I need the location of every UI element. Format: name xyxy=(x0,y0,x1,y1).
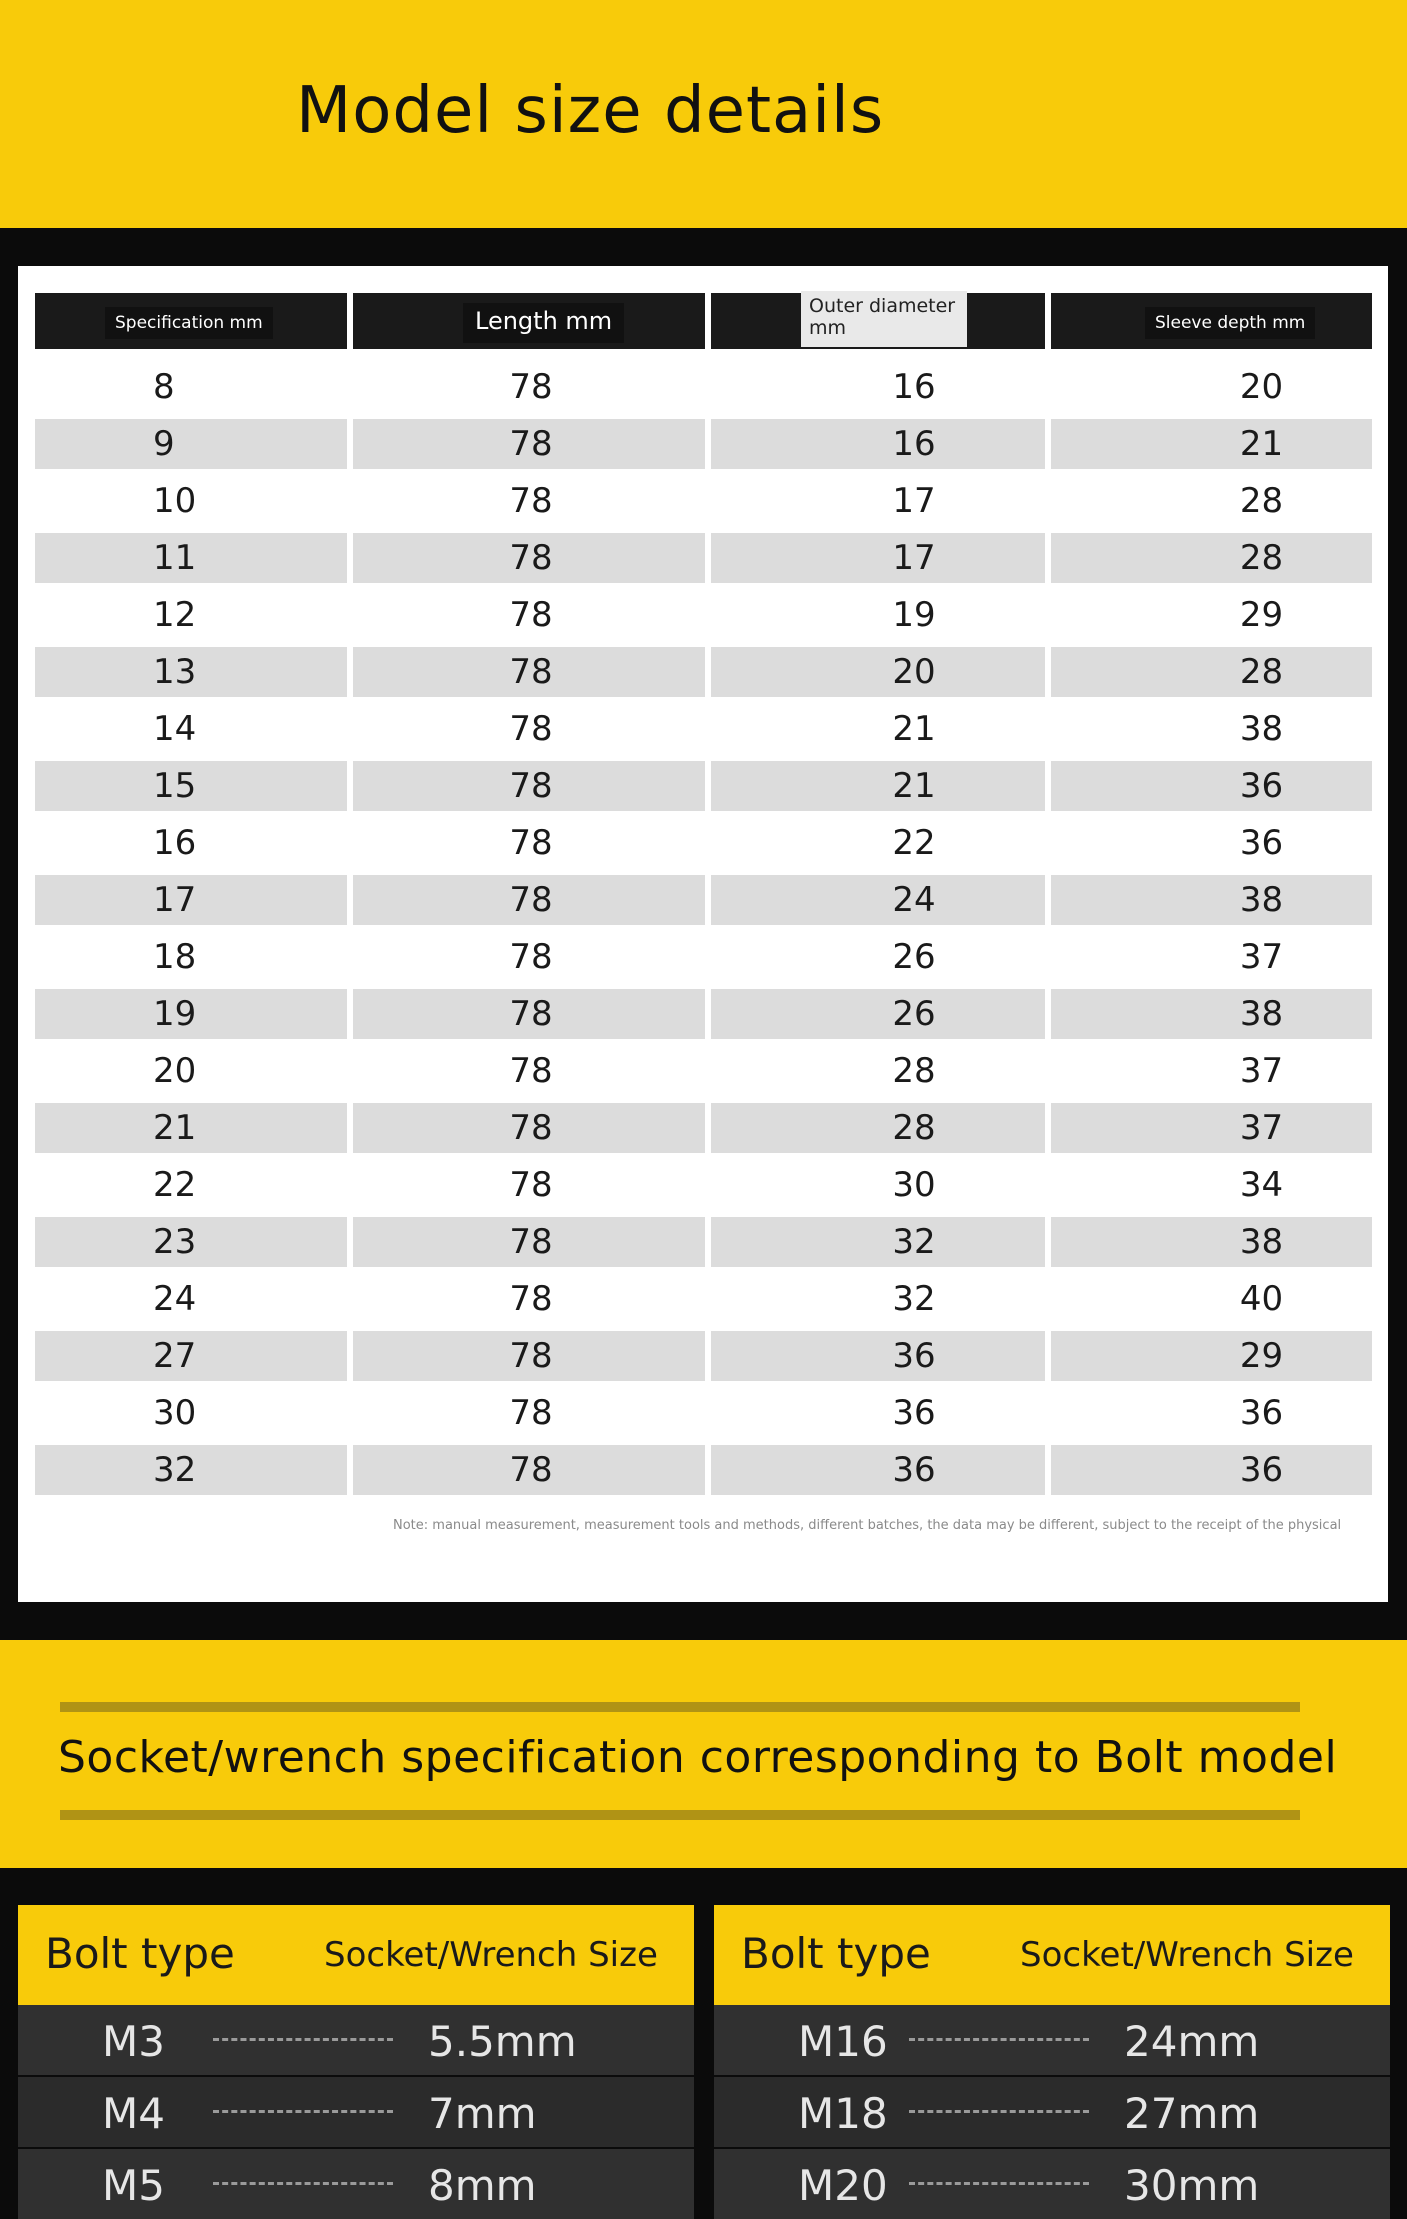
cell-value: 22 xyxy=(892,823,936,863)
table-row xyxy=(35,1441,1372,1498)
cell-value: 78 xyxy=(509,1051,553,1091)
cell-sleeve-depth xyxy=(1051,761,1372,811)
cell-value: 38 xyxy=(1239,880,1284,920)
cell-specification xyxy=(35,761,347,811)
cell-specification xyxy=(35,875,347,925)
cell-value: 30 xyxy=(153,1393,197,1433)
cell-value: 21 xyxy=(892,766,936,806)
cell-outer-diameter xyxy=(711,590,1045,640)
bolt-row xyxy=(714,2077,1390,2147)
header-cell-specification xyxy=(35,293,347,349)
cell-value: 21 xyxy=(1239,424,1284,464)
cell-length xyxy=(353,932,705,982)
cell-value: 78 xyxy=(509,1336,553,1376)
dashed-leader xyxy=(213,2110,393,2113)
cell-outer-diameter xyxy=(711,761,1045,811)
cell-specification xyxy=(35,362,347,412)
cell-value: 28 xyxy=(1239,481,1284,521)
header-label-length: Length mm xyxy=(463,303,624,343)
cell-value: 36 xyxy=(892,1393,936,1433)
cell-specification xyxy=(35,1103,347,1153)
header-cell-outer-diameter xyxy=(711,293,1045,349)
decorative-strip xyxy=(60,1810,1300,1820)
cell-value: 17 xyxy=(892,538,936,578)
cell-outer-diameter xyxy=(711,1046,1045,1096)
cell-length xyxy=(353,818,705,868)
cell-value: 78 xyxy=(509,652,553,692)
cell-value: 78 xyxy=(509,823,553,863)
cell-value: 16 xyxy=(892,424,936,464)
cell-value: 37 xyxy=(1239,1108,1284,1148)
page-title: Model size details xyxy=(296,74,885,148)
cell-value: 38 xyxy=(1239,994,1284,1034)
size-table-header xyxy=(35,293,1372,349)
cell-value: 32 xyxy=(892,1222,936,1262)
cell-outer-diameter xyxy=(711,1388,1045,1438)
cell-specification xyxy=(35,1217,347,1267)
cell-outer-diameter xyxy=(711,932,1045,982)
cell-value: 78 xyxy=(509,367,553,407)
table-row xyxy=(35,643,1372,700)
cell-value: 78 xyxy=(509,1222,553,1262)
cell-value: 8 xyxy=(153,367,175,407)
dashed-leader xyxy=(213,2038,393,2041)
bolt-table-left xyxy=(18,1905,694,2210)
cell-value: 78 xyxy=(509,481,553,521)
cell-specification xyxy=(35,932,347,982)
socket-size: 5.5mm xyxy=(428,2017,577,2066)
cell-sleeve-depth xyxy=(1051,1445,1372,1495)
cell-value: 32 xyxy=(153,1450,197,1490)
cell-outer-diameter xyxy=(711,875,1045,925)
cell-value: 30 xyxy=(892,1165,936,1205)
cell-value: 78 xyxy=(509,994,553,1034)
cell-outer-diameter xyxy=(711,647,1045,697)
table-row xyxy=(35,814,1372,871)
cell-value: 36 xyxy=(1239,766,1284,806)
cell-value: 13 xyxy=(153,652,197,692)
cell-outer-diameter xyxy=(711,533,1045,583)
bolt-type: M3 xyxy=(102,2017,165,2066)
socket-size: 27mm xyxy=(1124,2089,1260,2138)
bolt-row xyxy=(18,2149,694,2219)
cell-sleeve-depth xyxy=(1051,1388,1372,1438)
cell-sleeve-depth xyxy=(1051,1160,1372,1210)
header-cell-length xyxy=(353,293,705,349)
bolt-type: M20 xyxy=(798,2161,888,2210)
cell-value: 24 xyxy=(892,880,936,920)
cell-specification xyxy=(35,1046,347,1096)
cell-specification xyxy=(35,647,347,697)
section-title: Socket/wrench specification corresponding to Bolt model xyxy=(58,1732,1338,1783)
cell-value: 36 xyxy=(1239,1393,1284,1433)
table-row xyxy=(35,700,1372,757)
cell-sleeve-depth xyxy=(1051,419,1372,469)
cell-value: 24 xyxy=(153,1279,197,1319)
cell-value: 20 xyxy=(153,1051,197,1091)
header-label-specification: Specification mm xyxy=(105,307,273,339)
cell-outer-diameter xyxy=(711,1274,1045,1324)
dashed-leader xyxy=(909,2182,1089,2185)
cell-value: 20 xyxy=(892,652,936,692)
cell-value: 26 xyxy=(892,937,936,977)
cell-value: 78 xyxy=(509,937,553,977)
cell-value: 78 xyxy=(509,538,553,578)
cell-sleeve-depth xyxy=(1051,476,1372,526)
cell-value: 38 xyxy=(1239,1222,1284,1262)
table-row xyxy=(35,871,1372,928)
cell-value: 28 xyxy=(1239,652,1284,692)
bolt-type-header: Bolt type xyxy=(45,1929,235,1978)
cell-value: 37 xyxy=(1239,937,1284,977)
bolt-row xyxy=(714,2149,1390,2219)
cell-outer-diameter xyxy=(711,704,1045,754)
cell-length xyxy=(353,1103,705,1153)
table-row xyxy=(35,586,1372,643)
cell-value: 29 xyxy=(1239,595,1284,635)
bolt-table-header xyxy=(18,1905,694,2005)
cell-specification xyxy=(35,1160,347,1210)
cell-value: 10 xyxy=(153,481,197,521)
cell-outer-diameter xyxy=(711,362,1045,412)
cell-value: 78 xyxy=(509,709,553,749)
cell-value: 38 xyxy=(1239,709,1284,749)
cell-outer-diameter xyxy=(711,1103,1045,1153)
cell-sleeve-depth xyxy=(1051,590,1372,640)
bolt-row xyxy=(18,2077,694,2147)
cell-length xyxy=(353,647,705,697)
cell-value: 28 xyxy=(1239,538,1284,578)
table-row xyxy=(35,472,1372,529)
cell-sleeve-depth xyxy=(1051,704,1372,754)
cell-value: 20 xyxy=(1239,367,1284,407)
table-row xyxy=(35,1213,1372,1270)
cell-specification xyxy=(35,1274,347,1324)
cell-sleeve-depth xyxy=(1051,533,1372,583)
bolt-table-header xyxy=(714,1905,1390,2005)
table-row xyxy=(35,1099,1372,1156)
cell-value: 14 xyxy=(153,709,197,749)
table-row xyxy=(35,928,1372,985)
cell-value: 28 xyxy=(892,1051,936,1091)
cell-value: 23 xyxy=(153,1222,197,1262)
cell-specification xyxy=(35,476,347,526)
socket-size: 7mm xyxy=(428,2089,537,2138)
cell-length xyxy=(353,1160,705,1210)
cell-value: 16 xyxy=(892,367,936,407)
cell-value: 22 xyxy=(153,1165,197,1205)
cell-length xyxy=(353,875,705,925)
cell-length xyxy=(353,590,705,640)
table-row xyxy=(35,529,1372,586)
bolt-table-right xyxy=(714,1905,1390,2210)
dashed-leader xyxy=(909,2038,1089,2041)
decorative-strip xyxy=(60,1702,1300,1712)
table-row xyxy=(35,358,1372,415)
cell-sleeve-depth xyxy=(1051,875,1372,925)
cell-length xyxy=(353,1331,705,1381)
table-row xyxy=(35,1327,1372,1384)
cell-value: 78 xyxy=(509,766,553,806)
cell-value: 37 xyxy=(1239,1051,1284,1091)
cell-length xyxy=(353,1274,705,1324)
header-label-sleeve-depth: Sleeve depth mm xyxy=(1145,307,1315,339)
cell-value: 19 xyxy=(892,595,936,635)
bolt-row xyxy=(714,2005,1390,2075)
cell-value: 27 xyxy=(153,1336,197,1376)
cell-specification xyxy=(35,1331,347,1381)
dashed-leader xyxy=(213,2182,393,2185)
measurement-note: Note: manual measurement, measurement tools and methods, different batches, the data may be different, subject to the receipt of the physical xyxy=(393,1518,1342,1533)
cell-outer-diameter xyxy=(711,1445,1045,1495)
cell-sleeve-depth xyxy=(1051,1217,1372,1267)
cell-outer-diameter xyxy=(711,1331,1045,1381)
header-label-outer-diameter: Outer diameter mm xyxy=(801,291,967,347)
cell-value: 19 xyxy=(153,994,197,1034)
cell-value: 18 xyxy=(153,937,197,977)
cell-length xyxy=(353,1217,705,1267)
table-row xyxy=(35,1042,1372,1099)
socket-size-header: Socket/Wrench Size xyxy=(324,1935,658,1975)
dashed-leader xyxy=(909,2110,1089,2113)
cell-length xyxy=(353,476,705,526)
cell-value: 78 xyxy=(509,1450,553,1490)
cell-outer-diameter xyxy=(711,419,1045,469)
cell-sleeve-depth xyxy=(1051,818,1372,868)
cell-value: 32 xyxy=(892,1279,936,1319)
bolt-row xyxy=(18,2005,694,2075)
cell-value: 26 xyxy=(892,994,936,1034)
size-table-panel xyxy=(18,266,1388,1602)
cell-length xyxy=(353,1445,705,1495)
cell-specification xyxy=(35,533,347,583)
cell-specification xyxy=(35,989,347,1039)
cell-value: 78 xyxy=(509,1279,553,1319)
cell-value: 36 xyxy=(892,1336,936,1376)
cell-value: 12 xyxy=(153,595,197,635)
cell-value: 40 xyxy=(1239,1279,1284,1319)
cell-specification xyxy=(35,1445,347,1495)
cell-sleeve-depth xyxy=(1051,932,1372,982)
cell-value: 17 xyxy=(892,481,936,521)
cell-sleeve-depth xyxy=(1051,1046,1372,1096)
cell-outer-diameter xyxy=(711,1160,1045,1210)
cell-value: 9 xyxy=(153,424,175,464)
cell-outer-diameter xyxy=(711,818,1045,868)
cell-outer-diameter xyxy=(711,989,1045,1039)
table-row xyxy=(35,1270,1372,1327)
cell-specification xyxy=(35,590,347,640)
title-banner xyxy=(0,0,1407,228)
socket-size-header: Socket/Wrench Size xyxy=(1020,1935,1354,1975)
table-row xyxy=(35,415,1372,472)
cell-outer-diameter xyxy=(711,476,1045,526)
table-row xyxy=(35,1384,1372,1441)
cell-value: 28 xyxy=(892,1108,936,1148)
section-banner xyxy=(0,1640,1407,1868)
cell-value: 36 xyxy=(1239,823,1284,863)
socket-size: 30mm xyxy=(1124,2161,1260,2210)
cell-length xyxy=(353,704,705,754)
cell-value: 78 xyxy=(509,1108,553,1148)
cell-value: 21 xyxy=(153,1108,197,1148)
cell-sleeve-depth xyxy=(1051,1103,1372,1153)
cell-sleeve-depth xyxy=(1051,1331,1372,1381)
bolt-type: M16 xyxy=(798,2017,888,2066)
socket-size: 24mm xyxy=(1124,2017,1260,2066)
cell-value: 34 xyxy=(1239,1165,1284,1205)
table-row xyxy=(35,985,1372,1042)
cell-value: 36 xyxy=(1239,1450,1284,1490)
cell-sleeve-depth xyxy=(1051,989,1372,1039)
cell-length xyxy=(353,533,705,583)
cell-sleeve-depth xyxy=(1051,1274,1372,1324)
cell-length xyxy=(353,1046,705,1096)
cell-length xyxy=(353,989,705,1039)
bolt-type: M18 xyxy=(798,2089,888,2138)
table-row xyxy=(35,757,1372,814)
cell-value: 21 xyxy=(892,709,936,749)
cell-value: 78 xyxy=(509,1393,553,1433)
cell-value: 29 xyxy=(1239,1336,1284,1376)
cell-sleeve-depth xyxy=(1051,647,1372,697)
cell-value: 78 xyxy=(509,880,553,920)
header-cell-sleeve-depth xyxy=(1051,293,1372,349)
bolt-type: M4 xyxy=(102,2089,165,2138)
socket-size: 8mm xyxy=(428,2161,537,2210)
cell-specification xyxy=(35,818,347,868)
cell-value: 15 xyxy=(153,766,197,806)
cell-specification xyxy=(35,704,347,754)
cell-value: 17 xyxy=(153,880,197,920)
table-row xyxy=(35,1156,1372,1213)
cell-length xyxy=(353,419,705,469)
cell-value: 78 xyxy=(509,424,553,464)
cell-value: 78 xyxy=(509,595,553,635)
bolt-type-header: Bolt type xyxy=(741,1929,931,1978)
cell-length xyxy=(353,1388,705,1438)
cell-length xyxy=(353,362,705,412)
cell-specification xyxy=(35,419,347,469)
bolt-type: M5 xyxy=(102,2161,165,2210)
cell-length xyxy=(353,761,705,811)
cell-value: 16 xyxy=(153,823,197,863)
cell-specification xyxy=(35,1388,347,1438)
cell-value: 78 xyxy=(509,1165,553,1205)
cell-value: 36 xyxy=(892,1450,936,1490)
cell-sleeve-depth xyxy=(1051,362,1372,412)
size-table-body xyxy=(35,358,1372,1498)
cell-value: 11 xyxy=(153,538,197,578)
cell-outer-diameter xyxy=(711,1217,1045,1267)
